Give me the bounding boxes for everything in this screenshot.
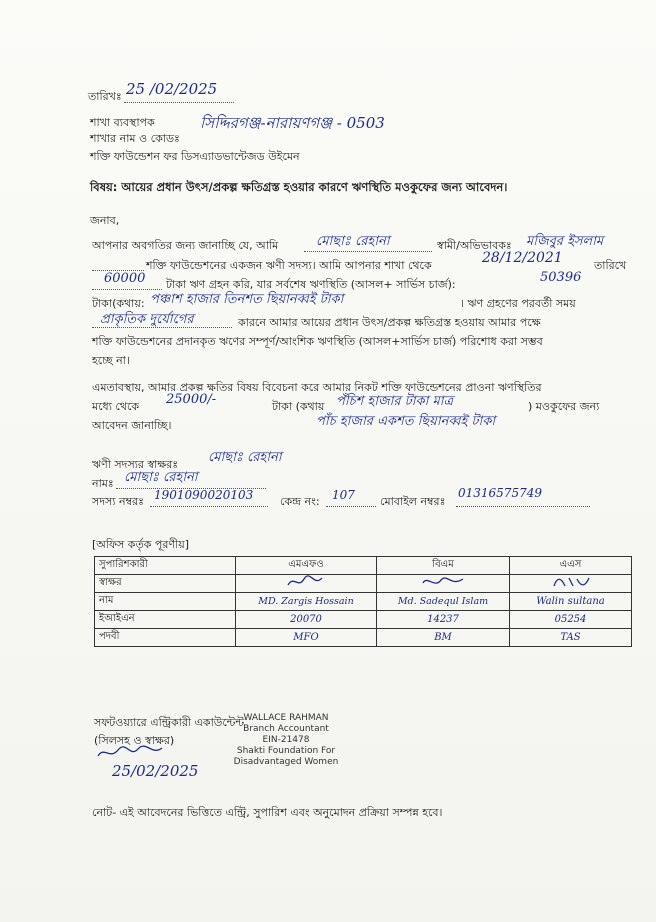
signature-mark xyxy=(421,575,465,589)
stamp-line: WALLACE RAHMAN xyxy=(243,713,329,723)
stamp-line: Shakti Foundation For xyxy=(236,746,336,756)
designation-cell: MFO xyxy=(236,629,377,647)
table-row xyxy=(95,611,632,629)
name-line xyxy=(304,251,432,252)
body-line5-a: কারনে আমার আয়ের প্রধান উৎস/প্রকল্প ক্ষতিগ্রস্ত হওয়ায় আমার পক্ষে xyxy=(238,316,541,329)
body-line4-b: । ঋণ গ্রহণের পরবর্তী সময় xyxy=(460,297,576,310)
para2-line1: এমতাবস্থায়, আমার প্রকল্প ক্ষতির বিষয় বিবেচনা করে আমার নিকট শক্তি ফাউন্ডেশনের প্রাওনা ঋণস্থিতির xyxy=(92,381,542,394)
table-row xyxy=(95,557,632,575)
reason-line xyxy=(92,327,232,328)
stamp-line: EIN-21478 xyxy=(262,735,310,745)
row-label: পদবী xyxy=(95,629,236,647)
member-sig-label: ঋণী সদস্যর স্বাক্ষরঃ xyxy=(92,458,179,471)
stamp-line: Disadvantaged Women xyxy=(233,757,339,767)
body-line2-a: শক্তি ফাউন্ডেশনের একজন ঋণী সদস্য। আমি আপনার শাখা থেকে xyxy=(146,259,432,272)
loan-date-hw: 28/12/2021 xyxy=(482,250,563,266)
branch-label: শাখার নাম ও কোডঃ xyxy=(90,132,180,145)
table-header-cell: এএস xyxy=(510,557,632,575)
ein-cell: 14237 xyxy=(377,611,510,629)
date-label: তারিখঃ xyxy=(88,90,122,103)
body-line6: শক্তি ফাউন্ডেশনের প্রদানকৃত ঋণের সম্পূর্ণ/আংশিক ঋণস্থিতি (আসল+সার্ভিস চার্জ) পরিশোধ করা সম্ভব xyxy=(92,335,543,348)
designation-cell: BM xyxy=(377,629,510,647)
amount-hw: 60000 xyxy=(104,271,146,286)
footer-note: নোট- এই আবেদনের ভিত্তিতে এন্ট্রি, সুপারিশ এবং অনুমোদন প্রক্রিয়া সম্পন্ন হবে। xyxy=(92,806,443,819)
org-name: শক্তি ফাউন্ডেশন ফর ডিসএ্যাডভান্টেজড উইমেন xyxy=(90,150,300,163)
body-line1-b: স্বামী/অভিভাবকঃ xyxy=(437,239,512,252)
accountant-title: সফটওয়্যারে এন্ট্রিকারী একাউন্টেন্ট xyxy=(94,716,245,729)
para2-line3: আবেদন জানাচ্ছি। xyxy=(92,419,172,432)
signature-cell xyxy=(377,575,510,593)
office-table xyxy=(94,556,632,647)
salutation: জনাব, xyxy=(90,214,120,227)
balance-words-hw: পঞ্চাশ হাজার তিনশত ছিয়ানব্বই টাকা xyxy=(150,292,344,307)
subject-line: বিষয়: আয়ের প্রধান উৎস/প্রকল্প ক্ষতিগ্রস্ত হওয়ার কারণে ঋণস্থিতি মওকুফের জন্য আবেদন। xyxy=(90,180,508,194)
signature-mark xyxy=(551,575,591,589)
member-id-hw: 1901090020103 xyxy=(154,488,254,502)
name-cell: Md. Sadequl Islam xyxy=(377,593,510,611)
member-id-label: সদস্য নম্বরঃ xyxy=(92,495,144,508)
body-line1-a: আপনার অবগতির জন্য জানাচ্ছি যে, আমি xyxy=(92,239,279,252)
mobile-line xyxy=(456,506,590,507)
member-id-line xyxy=(150,506,268,507)
reason-hw: প্রাকৃতিক দুর্যোগের xyxy=(100,312,194,327)
table-row xyxy=(95,629,632,647)
table-header-cell: সুপারিশকারী xyxy=(95,557,236,575)
para2-line2-a: মধ্যে থেকে xyxy=(92,400,140,413)
name-cell: Walin sultana xyxy=(510,593,632,611)
mobile-hw: 01316575749 xyxy=(458,486,542,500)
accountant-subtitle: (সিলসহ ও স্বাক্ষর) xyxy=(94,734,175,747)
member-name-label: নামঃ xyxy=(92,477,114,490)
center-label: কেন্দ্র নং: xyxy=(280,495,320,508)
signature-cell xyxy=(510,575,632,593)
row-label: ইআইএন xyxy=(95,611,236,629)
row-label: স্বাক্ষর xyxy=(95,575,236,593)
body-line3-a: টাকা ঋণ গ্রহন করি, যার সর্বশেষ ঋণস্থিতি (আসল+ সার্ভিস চার্জ): xyxy=(166,278,456,291)
row-label: নাম xyxy=(95,593,236,611)
mobile-label: মোবাইল নম্বরঃ xyxy=(380,495,446,508)
date-value: 25 /02/2025 xyxy=(126,80,218,98)
waive-words-hw: পঁচিশ হাজার টাকা মাত্র xyxy=(336,394,454,409)
member-sig-hw: মোছাঃ রেহানা xyxy=(208,450,282,465)
center-hw: 107 xyxy=(332,488,355,502)
signature-cell xyxy=(236,575,377,593)
stamp-line: Branch Accountant xyxy=(243,724,329,734)
member-name-hw: মোছাঃ রেহানা xyxy=(316,234,390,249)
body-line4-a: টাকা(কথায়: xyxy=(92,297,145,310)
table-row xyxy=(95,593,632,611)
signature-mark xyxy=(286,575,326,589)
waive-amount-hw: 25000/- xyxy=(166,392,217,407)
extra-words-hw: পাঁচ হাজার একশত ছিয়ানব্বই টাকা xyxy=(316,414,496,429)
table-header-cell: এমএফও xyxy=(236,557,377,575)
accountant-date-hw: 25/02/2025 xyxy=(112,762,199,780)
member-name-value: মোছাঃ রেহানা xyxy=(124,470,198,485)
table-row xyxy=(95,575,632,593)
center-line xyxy=(326,506,376,507)
name-cell: MD. Zargis Hossain xyxy=(236,593,377,611)
balance-hw: 50396 xyxy=(540,270,582,285)
guardian-hw: মজিবুর ইসলাম xyxy=(526,234,604,249)
accountant-stamp xyxy=(226,713,346,768)
designation-cell: TAS xyxy=(510,629,632,647)
table-header-cell: বিএম xyxy=(377,557,510,575)
date-line xyxy=(124,102,234,103)
branch-manager: শাখা ব্যবস্থাপক xyxy=(90,116,155,129)
body-line7: হচ্ছে না। xyxy=(92,354,130,367)
accountant-signature xyxy=(96,744,166,762)
ein-cell: 05254 xyxy=(510,611,632,629)
body-line2-b: তারিখে xyxy=(594,259,627,272)
para2-line2-b: টাকা (কথায় xyxy=(272,400,325,413)
branch-value: সিদ্দিরগঞ্জ-নারায়ণগঞ্জ - 0503 xyxy=(200,114,385,132)
office-title: [অফিস কর্তৃক পূরণীয়] xyxy=(92,538,189,551)
para2-line2-c: ) মওকুফের জন্য xyxy=(528,400,600,413)
ein-cell: 20070 xyxy=(236,611,377,629)
